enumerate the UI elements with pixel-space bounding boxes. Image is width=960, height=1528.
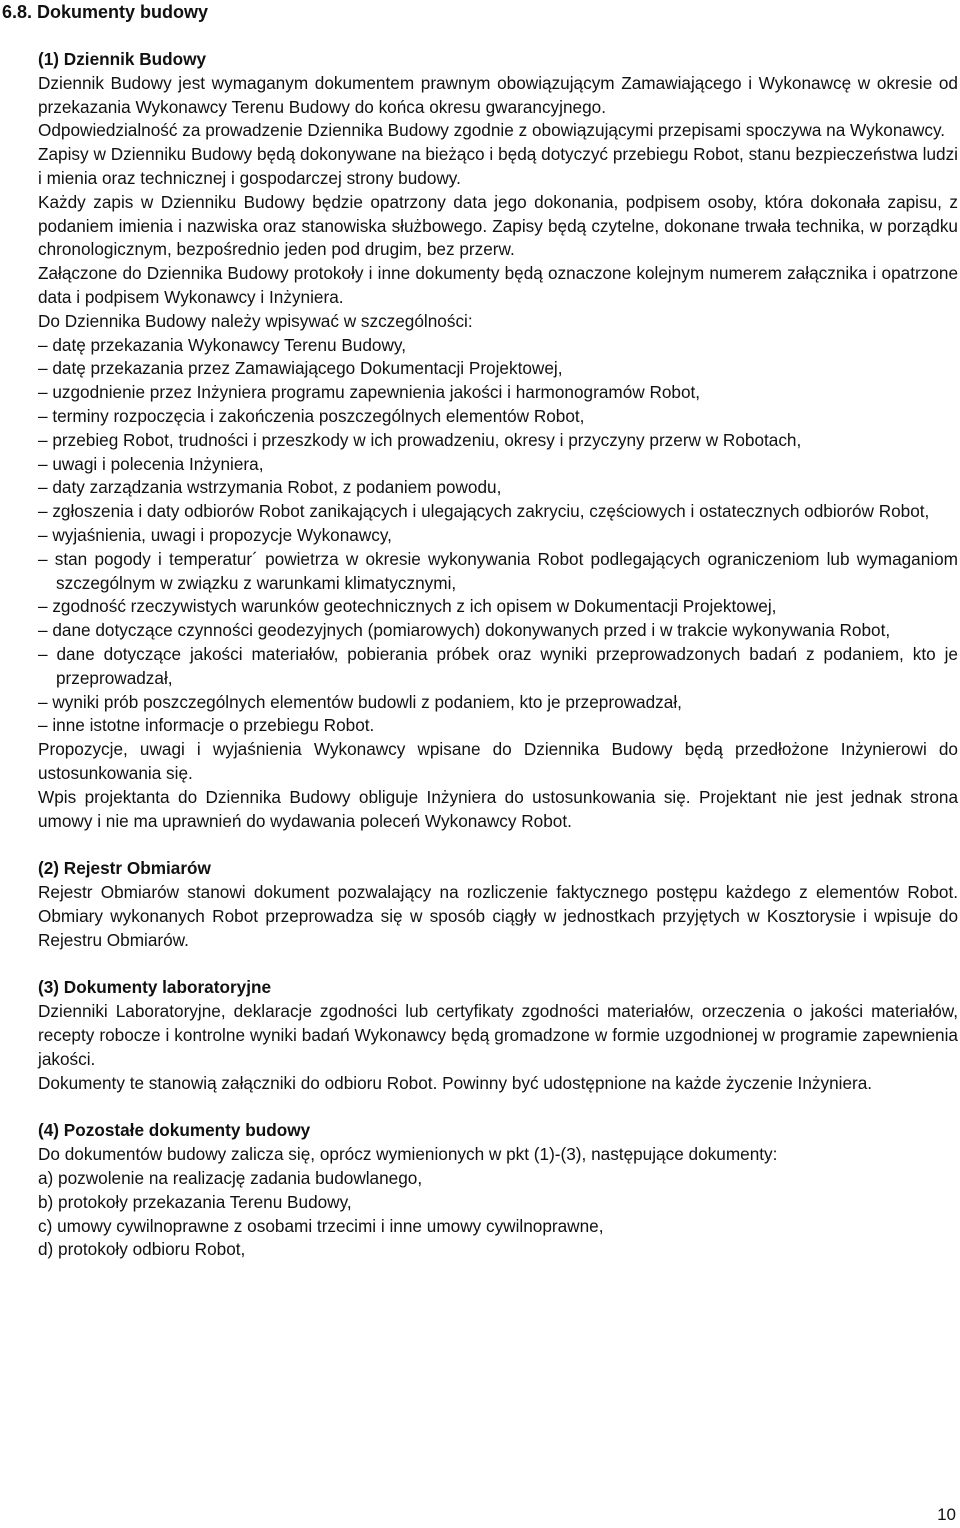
list-item: – datę przekazania Wykonawcy Terenu Budowy, (38, 334, 406, 355)
list-item: a) pozwolenie na realizację zadania budowlanego, (38, 1168, 423, 1189)
list-item: – dane dotyczące jakości materiałów, pobierania próbek oraz wyniki przeprowadzonych badań z podaniem, kto je przeprowadzał, (38, 643, 958, 688)
section-heading: (2) Rejestr Obmiarów (38, 858, 211, 879)
list-item: – zgodność rzeczywistych warunków geotechnicznych z ich opisem w Dokumentacji Projektowej, (38, 596, 777, 617)
document-body (38, 48, 958, 1262)
list-item: – inne istotne informacje o przebiegu Robot. (38, 715, 375, 736)
entries-list (38, 334, 958, 739)
list-item: – wyniki prób poszczególnych elementów budowli z podaniem, kto je przeprowadzał, (38, 691, 682, 712)
page-number: 10 (937, 1505, 956, 1524)
section-heading: (3) Dokumenty laboratoryjne (38, 977, 272, 998)
paragraph: Każdy zapis w Dzienniku Budowy będzie opatrzony data jego dokonania, podpisem osoby, która dokonała zapisu, z podaniem imienia i nazwiska oraz stanowiska służbowego. Zapisy będą czytelne, dokonane trwała technika, w porządku chronologicznym, bezpośrednio jeden pod drugim, bez przerw. (38, 191, 958, 260)
paragraph: Dziennik Budowy jest wymaganym dokumentem prawnym obowiązującym Zamawiającego i Wykonawcę w okresie od przekazania Wykonawcy Terenu Budowy do końca okresu gwarancyjnego. (38, 72, 958, 117)
list-item: – uwagi i polecenia Inżyniera, (38, 453, 264, 474)
list-item: – uzgodnienie przez Inżyniera programu zapewnienia jakości i harmonogramów Robot, (38, 382, 701, 403)
list-item: – przebieg Robot, trudności i przeszkody w ich prowadzeniu, okresy i przyczyny przerw w Robotach, (38, 429, 802, 450)
list-item: – wyjaśnienia, uwagi i propozycje Wykonawcy, (38, 524, 392, 545)
paragraph: Rejestr Obmiarów stanowi dokument pozwalający na rozliczenie faktycznego postępu każdego z elementów Robot. Obmiary wykonanych Robot przeprowadza się w sposób ciągły w jednostkach przyjętych w Kosztorysie i wpisuje do Rejestru Obmiarów. (38, 882, 958, 950)
list-item: – zgłoszenia i daty odbiorów Robot zanikających i ulegających zakryciu, częściowych i ostatecznych odbiorów Robot, (38, 501, 930, 522)
section-heading: (4) Pozostałe dokumenty budowy (38, 1120, 311, 1141)
list-item: – daty zarządzania wstrzymania Robot, z podaniem powodu, (38, 477, 502, 498)
paragraph: Do dokumentów budowy zalicza się, oprócz wymienionych w pkt (1)-(3), następujące dokumenty: (38, 1144, 778, 1165)
list-item: c) umowy cywilnoprawne z osobami trzecimi i inne umowy cywilnoprawne, (38, 1215, 604, 1236)
paragraph: Propozycje, uwagi i wyjaśnienia Wykonawcy wpisane do Dziennika Budowy będą przedłożone Inżynierowi do ustosunkowania się. (38, 739, 958, 783)
list-item: – stan pogody i temperatur´ powietrza w okresie wykonywania Robot podlegających ograniczeniom lub wymaganiom szczególnym w związku z warunkami klimatycznymi, (38, 548, 958, 593)
list-item: – datę przekazania przez Zamawiającego Dokumentacji Projektowej, (38, 358, 563, 379)
page-title: 6.8. Dokumenty budowy (2, 2, 209, 22)
section-dokumenty-laboratoryjne (38, 976, 958, 1095)
paragraph: Wpis projektanta do Dziennika Budowy obliguje Inżyniera do ustosunkowania się. Projektant nie jest jednak strona umowy i nie ma uprawnień do wydawania poleceń Wykonawcy Robot. (38, 786, 958, 831)
list-item: – terminy rozpoczęcia i zakończenia poszczególnych elementów Robot, (38, 405, 585, 426)
section-heading: (1) Dziennik Budowy (38, 49, 207, 69)
documents-list (38, 1167, 958, 1262)
paragraph: Odpowiedzialność za prowadzenie Dziennika Budowy zgodnie z obowiązującymi przepisami spoczywa na Wykonawcy. (38, 120, 946, 141)
paragraph: Do Dziennika Budowy należy wpisywać w szczególności: (38, 310, 473, 331)
paragraph: Zapisy w Dzienniku Budowy będą dokonywane na bieżąco i będą dotyczyć przebiegu Robot, stanu bezpieczeństwa ludzi i mienia oraz technicznej i gospodarczej strony budowy. (38, 144, 958, 188)
section-pozostale-dokumenty (38, 1119, 958, 1262)
paragraph: Dzienniki Laboratoryjne, deklaracje zgodności lub certyfikaty zgodności materiałów, orzeczenia o jakości materiałów, recepty robocze i kontrolne wyniki badań Wykonawcy będą gromadzone w formie uzgodnionej w programie zapewnienia jakości. (38, 1001, 958, 1069)
section-rejestr-obmiarow (38, 857, 958, 952)
list-item: d) protokoły odbioru Robot, (38, 1239, 246, 1260)
paragraph: Dokumenty te stanowią załączniki do odbioru Robot. Powinny być udostępnione na każde życzenie Inżyniera. (38, 1072, 873, 1093)
list-item: – dane dotyczące czynności geodezyjnych (pomiarowych) dokonywanych przed i w trakcie wykonywania Robot, (38, 620, 891, 641)
section-dziennik-budowy (38, 48, 958, 833)
paragraph: Załączone do Dziennika Budowy protokoły i inne dokumenty będą oznaczone kolejnym numerem załącznika i opatrzone data i podpisem Wykonawcy i Inżyniera. (38, 263, 958, 307)
list-item: b) protokoły przekazania Terenu Budowy, (38, 1191, 352, 1212)
